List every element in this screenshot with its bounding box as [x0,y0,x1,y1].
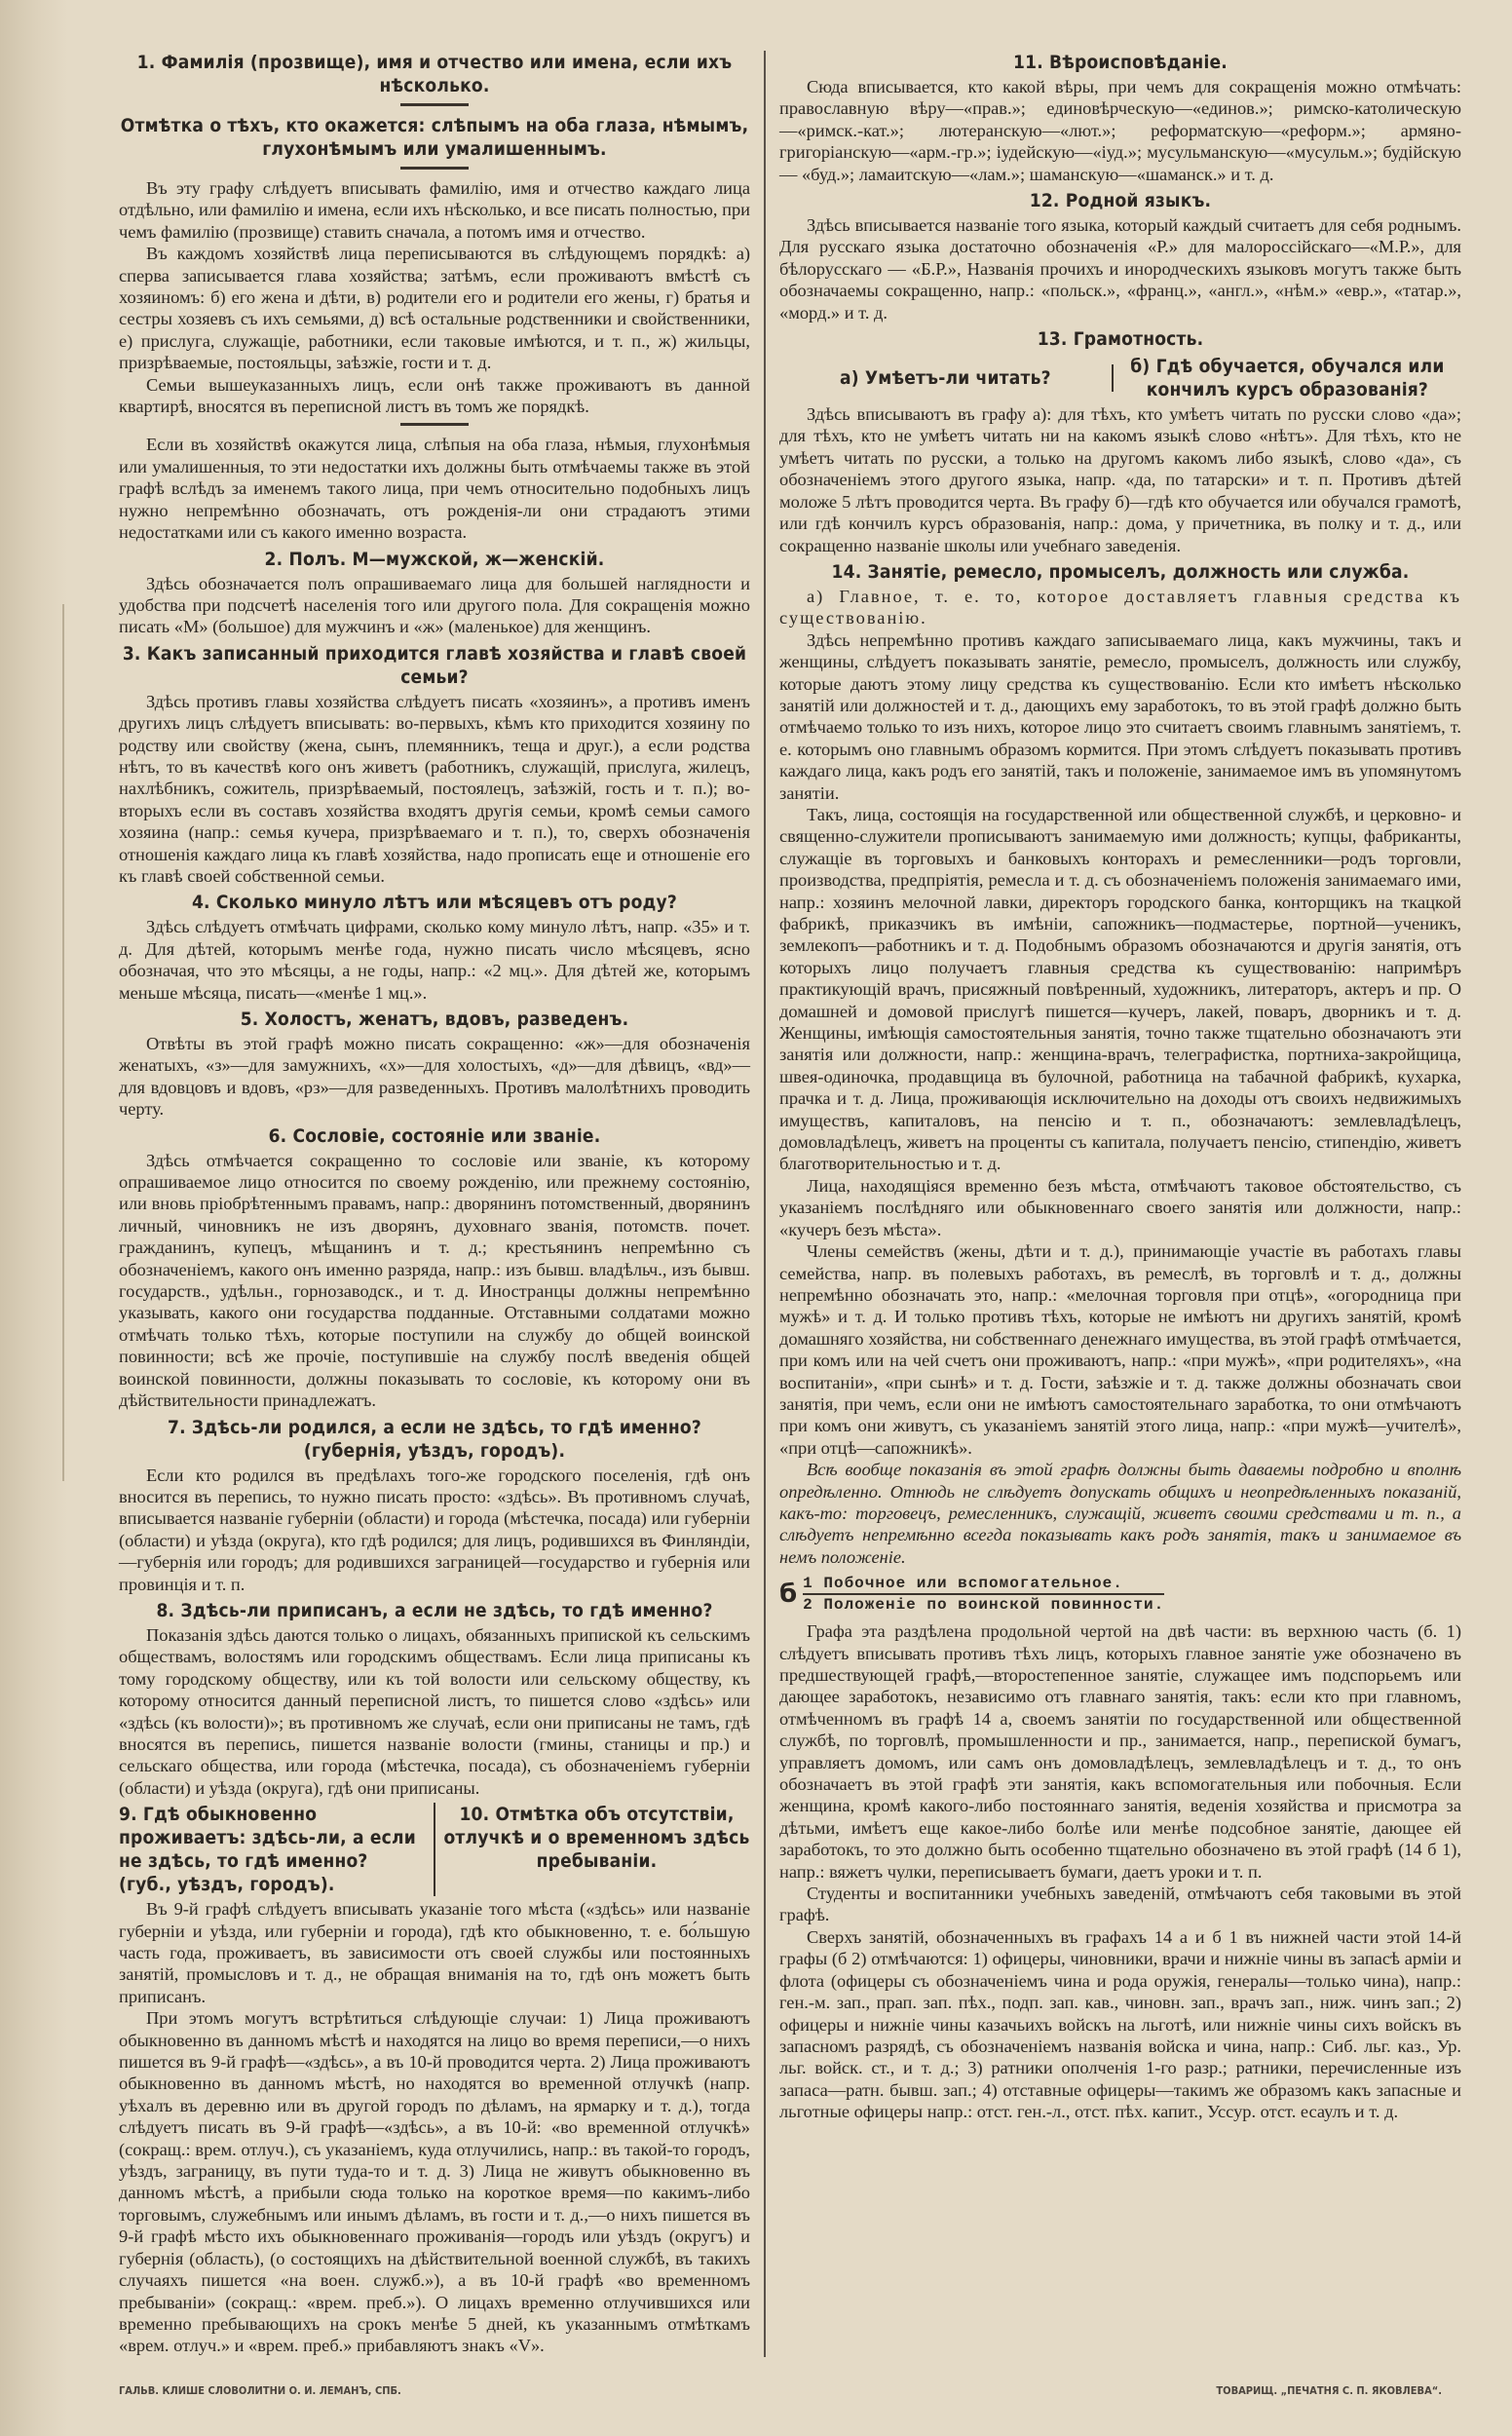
paragraph: Сверхъ занятій, обозначенныхъ въ графахъ 14 а и б 1 въ нижней части этой 14-й графы (б 2) отмѣчаются: 1) офицеры, чиновники, врачи и нижніе чины въ запасѣ арміи и флота (офицеры съ обозначеніемъ чина и рода оружія, генералы—только чина), напр.: ген.-м. зап., прап. зап. пѣх., подп. зап. кав., чиновн. зап., врачъ зап., ниж. чинъ зап.; 2) офицеры и нижніе чины казачьихъ войскъ на льготѣ, или нижніе чины сихъ войскъ въ запасномъ разрядѣ, съ обозначеніемъ названія войска и чина, напр.: Сиб. льг. каз., Ур. льг. войск. ст., и т. д.; 3) ратники ополченія 1-го разр.; ратники, перечисленные изъ запаса—ратн. бывш. зап.; 4) отставные офицеры—такимъ же образомъ какъ запасные и льготные офицеры напр.: отст. ген.-л., отст. пѣх. капит., Уссур. отст. есаулъ и т. д. [779,1926,1461,2122]
paragraph: Если въ хозяйствѣ окажутся лица, слѣпыя на оба глаза, нѣмыя, глухонѣмыя или умалишенныя, то эти недостатки ихъ должны быть отмѣчаемы также въ этой графѣ вслѣдъ за именемъ такого лица, при чемъ относительно подобныхъ лицъ нужно непремѣнно обозначать, отъ рожденія-ли они страдаютъ этими недостатками или съ какого именно возраста. [119,435,750,543]
section-14a-subheading: а) Главное, т. е. то, которое доставляетъ главныя средства къ существованію. [779,586,1461,628]
paragraph: Графа эта раздѣлена продольной чертой на двѣ части: въ верхнюю часть (б. 1) слѣдуетъ вписывать противъ тѣхъ лицъ, которыхъ главное занятіе уже обозначено въ предшествующей графѣ,—второстепенное занятіе, служащее имъ подспорьемъ или дающее заработокъ, независимо отъ главнаго занятія, такъ: если кто при главномъ, отмѣченномъ въ графѣ 14 а, своемъ занятіи по государственной или общественной службѣ, по торговлѣ, промышленности и пр., занимается, напр., перепиской бумагъ, управляетъ домомъ, или самъ онъ домовладѣлецъ, землевладѣлецъ и т. д., то онъ обозначаетъ въ этой графѣ эти занятія, какъ вспомогательныя или побочныя. Если женщина, кромѣ какого-либо постояннаго занятія, веденія хозяйства и присмотра за дѣтьми, имѣетъ еще какое-либо болѣе или менѣе подсобное занятіе, дающее ей заработокъ, то это должно быть особенно тщательно обозначено въ этой графѣ (14 б 1), напр.: вяжетъ чулки, переписываетъ бумаги, даетъ уроки и т. п. [779,1621,1461,1882]
paragraph: Такъ, лица, состоящія на государственной или общественной службѣ, и церковно- и священно-служители прописываютъ занимаемую ими должность; купцы, фабриканты, служащіе въ торговыхъ и банковыхъ конторахъ и ремесленники—родъ торговли, производства, предпріятія, ремесла и т. д. съ обозначеніемъ положенія занимаемаго ими, напр.: хозяинъ мелочной лавки, директоръ городского банка, конторщикъ на ткацкой фабрикѣ, приказчикъ въ имѣніи, сапожникъ—подмастерье, портной—ученикъ, землекопъ—работникъ и т. д. Подобнымъ образомъ обозначаются и другія занятія, отъ которыхъ лицо получаетъ главныя средства къ существованію: напримѣръ практикующій врачъ, присяжный повѣренный, художникъ, литераторъ, актеръ и пр. О домашней и домовой прислугѣ пишется—кучеръ, лакей, поваръ, дворникъ и т. д. Женщины, имѣющія самостоятельныя занятія, точно также тщательно обозначаютъ эти занятія или должности, напр.: женщина-врачъ, телеграфистка, портниха-закройщица, швея-одиночка, продавщица въ булочной, работница на табачной фабрикѣ, кухарка, прачка и т. д. Лица, проживающія исключительно на доходы отъ своихъ недвижимыхъ имуществъ, капиталовъ, на пенсію и т. п., обозначаютъ: землевладѣлецъ, домовладѣлецъ, живетъ на проценты съ капитала, получаетъ пенсію, стипендію, живетъ благотворительностью и т. д. [779,804,1461,1174]
section-rule [400,423,469,426]
section-1-subheading: Отмѣтка о тѣхъ, кто окажется: слѣпымъ на оба глаза, нѣмымъ, глухонѣмымъ или умалишеннымъ. [120,115,749,160]
paragraph: Здѣсь слѣдуетъ отмѣчать цифрами, сколько кому минуло лѣтъ, напр. «35» и т. д. Для дѣтей, которымъ менѣе года, нужно писать число мѣсяцевъ, ясно обозначая, что это мѣсяцы, а не годы, напр.: «2 мц.». Для дѣтей же, которымъ меньше мѣсяца, писать—«менѣе 1 мц.». [119,917,750,1003]
paragraph: Здѣсь непремѣнно противъ каждаго записываемаго лица, какъ мужчины, такъ и женщины, слѣдуетъ показывать занятіе, ремесло, промыселъ, должность или службу, которые даютъ этому лицу средства къ существованію. Если кто имѣетъ нѣсколько занятій или должностей и т. д., дающихъ ему заработокъ, то въ этой графѣ должно быть отмѣчаемо только то изъ нихъ, которое лицо это считаетъ своимъ главнымъ занятіемъ, т. е. которымъ оно главнымъ образомъ кормится. При этомъ слѣдуетъ показывать противъ каждаго лица, какъ родъ его занятій, такъ и положеніе, занимаемое имъ въ упомянутомъ занятіи. [779,629,1461,803]
section-4-heading: 4. Сколько минуло лѣтъ или мѣсяцевъ отъ роду? [191,892,678,914]
section-6-heading: 6. Сословіе, состояніе или званіе. [268,1124,601,1147]
paragraph: Члены семействъ (жены, дѣти и т. д.), принимающіе участіе въ работахъ главы семейства, напр. въ полевыхъ работахъ, въ ремеслѣ, въ торговлѣ и т. д., должны непремѣнно обозначать это, напр.: «мелочная торговля при отцѣ», «огородница при мужѣ» и т. д. И только противъ тѣхъ, которые не имѣютъ ни другихъ занятій, кромѣ домашняго хозяйства, ни собственнаго денежнаго имущества, въ этой графѣ отмѣчается, при комъ или на чей счетъ они проживаютъ, напр.: «при мужѣ», «при родителяхъ», «на воспитаніи», «при сынѣ» и т. д. Гости, заѣзжіе и т. д. также должны обозначать свои занятія, при чемъ, если они не имѣютъ самостоятельнаго заработка, то они отмѣчаютъ при комъ они живутъ, съ указаніемъ занятій этого лица, напр.: «при мужѣ—учителѣ», «при отцѣ—сапожникѣ». [779,1241,1461,1458]
sections-9-10-header [119,1803,750,1896]
paragraph: Въ 9-й графѣ слѣдуетъ вписывать указаніе того мѣста («здѣсь» или названіе губерніи и уѣзда, или губерніи и города), гдѣ кто обыкновенно, т. е. бо́льшую часть года, проживаетъ, въ зависимости отъ своей службы или постоянныхъ занятій, промысловъ и т. д., не обращая вниманія на то, гдѣ онъ можетъ быть приписанъ. [119,1899,750,2006]
paragraph: Лица, находящіяся временно безъ мѣста, отмѣчаютъ таковое обстоятельство, съ указаніемъ послѣдняго или обыкновеннаго своего занятія или должности, напр.: «кучеръ безъ мѣста». [779,1175,1461,1239]
printer-credit-left: ГАЛЬВ. КЛИШЕ СЛОВОЛИТНИ О. И. ЛЕМАНЪ, СПБ. [119,2383,401,2397]
section-9-heading: 9. Гдѣ обыкновенно проживаетъ: здѣсь-ли, а если не здѣсь, то гдѣ именно? (губ., уѣздъ, городъ). [119,1804,416,1896]
paragraph: Показанія здѣсь даются только о лицахъ, обязанныхъ припиской къ сельскимъ обществамъ, волостямъ или городскимъ обществамъ. Если лица приписаны къ тому городскому обществу, или къ той волости или сельскому обществу, къ которому относится данный переписной листъ, то пишется слово «здѣсь» или «здѣсь (къ волости)»; въ противномъ же случаѣ, если они приписаны не тамъ, гдѣ вносятся въ перепись, пишется названіе волости (гмины, станицы и пр.) и сельскаго общества, или города (мѣстечка, посада), съ обозначеніемъ губерніи (области) и уѣзда (округа), гдѣ они приписаны. [119,1624,750,1798]
paragraph: При этомъ могутъ встрѣтиться слѣдующіе случаи: 1) Лица проживаютъ обыкновенно въ данномъ мѣстѣ и находятся на лицо во время переписи,—о нихъ пишется въ 9-й графѣ—«здѣсь», а въ 10-й проводится черта. 2) Лица проживаютъ обыкновенно въ данномъ мѣстѣ, но находятся во временной отлучкѣ (напр. уѣхалъ въ деревню или въ другой городъ по дѣламъ, на ярмарку и т. д.), тогда слѣдуетъ писать въ 9-й графѣ—«здѣсь», а въ 10-й: «во временной отлучкѣ» (сокращ.: врем. отлуч.), съ указаніемъ, куда отлучились, напр.: въ такой-то городъ, уѣздъ, заграницу, въ пути туда-то и т. д. 3) Лица не живутъ обыкновенно въ данномъ мѣстѣ, а прибыли сюда только на короткое время—по какимъ-либо торговымъ, служебнымъ или инымъ дѣламъ, въ гости и т. д.,—о нихъ пишется въ 9-й графѣ мѣсто ихъ обыкновеннаго проживанія—городъ или уѣздъ (округъ) и губернія (область), (о состоящихъ на дѣйствительной военной службѣ, въ такихъ случаяхъ пишется «на воен. служб.»), а въ 10-й графѣ «во временномъ пребываніи» (сокращ.: «врем. преб.»). О лицахъ временно отлучившихся или временно пребывающихъ на срокъ менѣе 5 дней, къ указаннымъ отмѣткамъ «врем. отлуч.» и «врем. преб.» прибавляютъ знакъ «V». [119,2008,750,2356]
section-13a-heading: а) Умѣетъ-ли читать? [840,367,1051,390]
paragraph: Отвѣты въ этой графѣ можно писать сокращенно: «ж»—для обозначенія женатыхъ, «з»—для замужнихъ, «х»—для холостыхъ, «д»—для дѣвицъ, «вд»—для вдовцовъ и вдовъ, «рз»—для разведенныхъ. Противъ малолѣтнихъ проводить черту. [119,1034,750,1120]
section-14b2-heading: 2 Положеніе по воинской повинности. [803,1596,1165,1615]
section-14b1-heading: 1 Побочное или вспомогательное. [803,1574,1164,1595]
heading-rule [400,103,469,106]
paragraph: Здѣсь вписывается названіе того языка, который каждый считаетъ для себя роднымъ. Для русскаго языка достаточно обозначенія «Р.» для малороссійскаго—«М.Р.», для бѣлорусскаго — «Б.Р.», Названія прочихъ и инородческихъ языковъ могутъ также быть обозначаемы сокращенно, напр.: «польск.», «франц.», «англ.», «нѣм.» «евр.», «татар.», «морд.» и т. д. [779,215,1461,323]
right-column [779,47,1461,2357]
paragraph: Здѣсь обозначается полъ опрашиваемаго лица для большей наглядности и удобства при подсчетѣ населенія того или другого пола. Для сокращенія можно писать «М» (большое) для мужчинъ и «ж» (маленькое) для женщинъ. [119,573,750,637]
column-divider [764,51,766,2357]
paragraph: Всѣ вообще показанія въ этой графѣ должны быть даваемы подробно и вполнѣ опредѣленно. Отнюдь не слѣдуетъ допускать общихъ и неопредѣленныхъ показаній, какъ-то: торговецъ, ремесленникъ, служащій, живетъ своими средствами и т. п., а слѣдуетъ непремѣнно всегда показывать какъ родъ занятія, такъ и занимаемое въ немъ положеніе. [779,1460,1461,1567]
paragraph: Въ каждомъ хозяйствѣ лица переписываются въ слѣдующемъ порядкѣ: а) сперва записывается глава хозяйства; затѣмъ, если проживаютъ вмѣстѣ съ хозяиномъ: б) его жена и дѣти, в) родители его и родители его жены, г) братья и сестры хозяевъ съ ихъ семьями, д) всѣ остальные родственники и свойственники, е) прислуга, служащіе, работники, если таковые имѣются, и т. п., ж) жильцы, призрѣваемые, постояльцы, заѣзжіе, гости и т. д. [119,244,750,373]
section-8-heading: 8. Здѣсь-ли приписанъ, а если не здѣсь, то гдѣ именно? [156,1599,713,1621]
section-5-heading: 5. Холостъ, женатъ, вдовъ, разведенъ. [240,1009,629,1030]
section-2-heading: 2. Полъ. М—мужской, ж—женскій. [264,548,605,570]
section-14-heading: 14. Занятіе, ремесло, промыселъ, должность или служба. [831,560,1410,583]
section-13-subheadings [779,353,1461,403]
section-10-heading: 10. Отмѣтка объ отсутствіи, отлучкѣ и о временномъ здѣсь пребываніи. [443,1804,750,1873]
section-12-heading: 12. Родной языкъ. [1029,190,1212,212]
section-7-heading: 7. Здѣсь-ли родился, а если не здѣсь, то гдѣ именно? (губернія, уѣздъ, городъ). [168,1416,701,1462]
section-14b-heading [779,1574,1461,1615]
section-13-heading: 13. Грамотность. [1037,328,1204,351]
section-11-heading: 11. Вѣроисповѣданіе. [1013,52,1228,73]
section-13b-heading: б) Гдѣ обучается, обучался или кончилъ курсъ образованія? [1130,356,1445,401]
footer [119,2384,1461,2397]
paragraph: Семьи вышеуказанныхъ лицъ, если онѣ также проживаютъ въ данной квартирѣ, вносятся въ переписной листъ въ томъ же порядкѣ. [119,374,750,417]
section-1-heading: 1. Фамилія (прозвище), имя и отчество или имена, если ихъ нѣсколько. [136,52,733,96]
paragraph: Въ эту графу слѣдуетъ вписывать фамилію, имя и отчество каждаго лица отдѣльно, или фамилію и имена, если ихъ нѣсколько, и все писать полностью, при чемъ фамилію (прозвище) ставить сначала, а потомъ имя и отчество. [119,178,750,242]
heading-rule [400,167,469,170]
paragraph: Здѣсь вписываютъ въ графу а): для тѣхъ, кто умѣетъ читать по русски слово «да»; для тѣхъ, кто не умѣетъ читать ни на какомъ языкѣ слово «нѣтъ». Для тѣхъ, кто не умѣетъ читать по русски, а только на другомъ какомъ либо языкѣ, слово «да», съ обозначеніемъ этого другого языка, напр. «да, по татарски» и т. п. Противъ дѣтей моложе 5 лѣтъ проводится черта. Въ графу б)—гдѣ кто обучается или обучался грамотѣ, или гдѣ кончилъ курсъ образованія, напр.: дома, у причетника, въ полку и т. д., или сокращенно названіе школы или учебнаго заведенія. [779,404,1461,555]
section-14b-letter: б [779,1580,798,1610]
paragraph: Если кто родился въ предѣлахъ того-же городского поселенія, гдѣ онъ вносится въ перепись, то нужно писать просто: «здѣсь». Въ противномъ случаѣ, вписывается названіе губерніи (области) и города (мѣстечка, посада) или губерніи (области) и уѣзда (округа), кто гдѣ родился; для лицъ, родившихся въ Финляндіи,—губернія или городъ; для родившихся заграницей—государство и губернія или провинція и т. п. [119,1465,750,1594]
printer-credit-right: ТОВАРИЩ. „ПЕЧАТНЯ С. П. ЯКОВЛЕВА“. [1216,2383,1442,2397]
two-column-body [119,47,1461,2357]
section-3-heading: 3. Какъ записанный приходится главѣ хозяйства и главѣ своей семьи? [122,642,747,688]
paragraph: Здѣсь противъ главы хозяйства слѣдуетъ писать «хозяинъ», а противъ именъ другихъ лицъ слѣдуетъ вписывать: во-первыхъ, кѣмъ кто приходится хозяину по родству или свойству (жена, сынъ, племянникъ, теща и друг.), а если родства нѣтъ, то въ качествѣ кого онъ живетъ (работникъ, служащій, прислуга, жилецъ, нахлѣбникъ, сожитель, призрѣваемый, постоялецъ, заѣзжій, гость и т. п.); во-вторыхъ если въ составъ хозяйства входятъ другія семьи, кромѣ семьи самого хозяина (напр.: семья кучера, призрѣваемаго и т. п.), то, сверхъ обозначенія отношенія каждаго лица къ главѣ хозяйства, надо прописать еще и отношеніе его къ главѣ своей собственной семьи. [119,691,750,886]
left-column [119,47,750,2357]
paragraph: Здѣсь отмѣчается сокращенно то сословіе или званіе, къ которому опрашиваемое лицо относится по своему рожденію, или прежнему состоянію, или вновь пріобрѣтеннымъ правамъ, напр.: дворянинъ потомственный, дворянинъ личный, чиновникъ не изъ дворянъ, духовнаго званія, потомств. почет. гражданинъ, купецъ, мѣщанинъ и т. д.; крестьянинъ непремѣнно съ обозначеніемъ, какого онъ именно разряда, напр.: изъ бывш. владѣльч., изъ бывш. государств., удѣльн., горнозаводск., и т. д. Иностранцы должны непремѣнно указывать, какого они государства подданные. Отставными солдатами можно отмѣчать только тѣхъ, которые поступили на службу до общей воинской повинности; всѣ же прочіе, поступившіе на службу послѣ введенія общей воинской повинности, должны показывать то сословіе, къ которому они въ дѣйствительности принадлежатъ. [119,1150,750,1411]
paragraph: Студенты и воспитанники учебныхъ заведеній, отмѣчаютъ себя таковыми въ этой графѣ. [779,1884,1461,1925]
paragraph: Сюда вписывается, кто какой вѣры, при чемъ для сокращенія можно отмѣчать: православную вѣру—«прав.»; единовѣрческую—«единов.»; римско-католическую—«римск.-кат.»; лютеранскую—«лют.»; реформатскую—«реформ.»; армяно-григоріанскую—«арм.-гр.»; іудейскую—«іуд.»; мусульманскую—«мусульм.»; будійскую — «буд.»; ламаитскую—«лам.»; шаманскую—«шаманск.» и т. д. [779,77,1461,184]
